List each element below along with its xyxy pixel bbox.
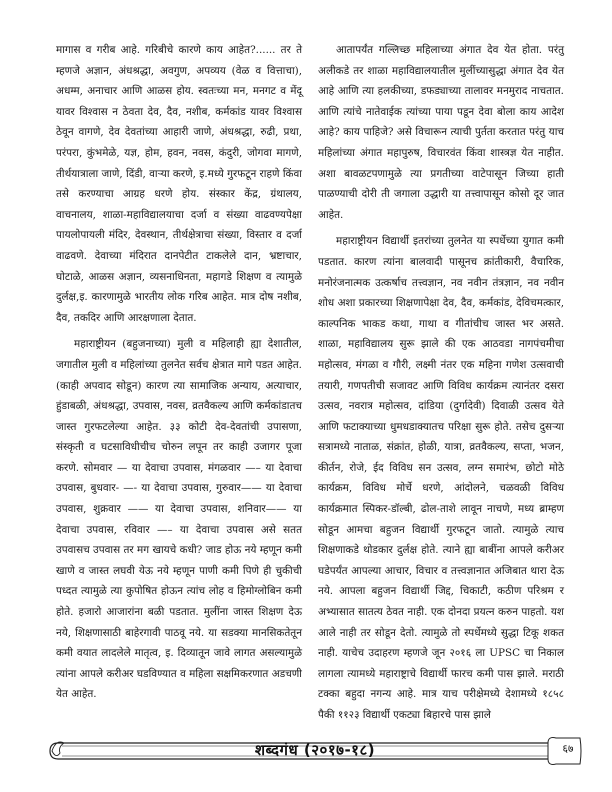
left-column xyxy=(56,40,302,711)
paragraph: मागास व गरीब आहे. गरिबीचे कारणे काय आहेत?...... तर ते म्हणजे अज्ञान, अंधश्रद्धा, अवगुण, अपव्यय (वेळ व वित्ताचा), अधम्म, अनाचार आणि आळस होय. स्वतःच्या मन, मनगट व मेंदू यावर विश्वास न ठेवता देव, दैव, नशीब, कर्मकांड यावर विश्वास ठेवून वागणे, देव देवतांच्या आहारी जाणे, अंधश्रद्धा, रुढी, प्रथा, परंपरा, कुंभमेळे, यज्ञ, होम, हवन, नवस, कंदुरी, जोगवा मागणे, तीर्थयात्राला जाणे, दिंडी, वाऱ्या करणे, इ.मध्ये गुरफटून राहणे किंवा तसे करण्याचा आग्रह धरणे होय. संस्कार केंद्र, ग्रंथालय, वाचनालय, शाळा-महाविद्यालयाचा दर्जा व संख्या वाढवण्यपेक्षा पायलोपायली मंदिर, देवस्थान, तीर्थक्षेत्राचा संख्या, विस्तार व दर्जा वाढवणे. देवाच्या मंदिरात दानपेटीत टाकलेले दान, भ्रष्टाचार, घोटाळे, आळस अज्ञान, व्यसनाधिनता, महागडे शिक्षण व त्यामुळे दुर्लक्ष,इ. कारणामुळे भारतीय लोक गरिब आहेत. मात्र दोष नशीब, दैव, तकदिर आणि आरक्षणाला देतात. xyxy=(56,44,302,324)
footer-banner xyxy=(48,737,582,765)
paragraph: आतापर्यंत गल्लिच्छ महिलाच्या अंगात देव येत होता. परंतु अलीकडे तर शाळा महाविद्यालयातील मुलींच्यासुद्धा अंगात देव येत आहे आणि त्या हलकीच्या, डफड्याच्या तालावर मनमुराद नाचतात. आणि त्यांचे नातेवाईक त्यांच्या पाया पडून देवा बोला काय आदेश आहे? काय पाहिजे? असे विचारून त्याची पुर्तता करतात परंतु याच महिलांच्या अंगात महापुरुष, विचारवंत किंवा शास्त्रज्ञ येत नाहीत. अशा बावळटपणामुळे त्या प्रगतीच्या वाटेपासून जिच्या हाती पाळण्याची दोरी ती जगाला उद्धारी या तत्त्वापासून कोसो दूर जात आहेत. xyxy=(318,44,564,221)
right-column xyxy=(318,40,564,732)
paragraph: महाराष्ट्रीयन (बहुजनाच्या) मुली व महिलाही ह्या देशातील, जगातील मुली व महिलांच्या तुलनेत सर्वच क्षेत्रात मागे पडत आहेत. (काही अपवाद सोडून) कारण त्या सामाजिक अन्याय, अत्याचार, हुंडाबळी, अंधश्रद्धा, उपवास, नवस, व्रतवैकल्य आणि कर्मकांडातच जास्त गुरफटलेल्या आहेत. ३३ कोटी देव-देवतांची उपासणा, संस्कृती व घटसाविधीचीच चोरुन लपून तर काही उजागर पूजा करणे. सोमवार — या देवाचा उपवास, मंगळवार —– या देवाचा उपवास, बुधवार- —- या देवाचा उपवास, गुरुवार—— या देवाचा उपवास, शुक्रवार —— या देवाचा उपवास, शनिवार—— या देवाचा उपवास, रविवार —– या देवाचा उपवास असे सतत उपवासच उपवास तर मग खायचे कधी? जाड होऊ नये म्हणून कमी खाणे व जास्त लघवी येऊ नये म्हणून पाणी कमी पिणे ही चुकीची पध्दत त्यामुळे त्या कुपोषित होऊन त्यांच लोह व हिमोग्लोबिन कमी होते. हजारो आजारांना बळी पडतात. मुलींना जास्त शिक्षण देऊ नये, शिक्षणासाठी बाहेरगावी पाठवू नये. या सडक्या मानसिकतेतून कमी वयात लादलेले मातृत्व, इ. दिव्यातून जावे लागत असल्यामुळे त्यांना आपले करीअर घडविण्यात व महिला सक्षमिकरणात अडचणी येत आहेत. xyxy=(56,338,302,701)
footer-title: शब्दगंध (२०१७-१८) xyxy=(254,741,376,759)
paragraph: महाराष्ट्रीयन विद्यार्थी इतरांच्या तुलनेत या स्पर्धेच्या युगात कमी पडतात. कारण त्यांना बालवादी पासूनच क्रांतीकारी, वैचारिक, मनोरंजनात्मक उत्कर्षाच तत्त्वज्ञान, नव नवीन तंत्रज्ञान, नव नवीन शोध अशा प्रकारच्या शिक्षणापेक्षा देव, दैव, कर्मकांड, देविचमत्कार, काल्पनिक भाकड कथा, गाथा व गीतांचीच जास्त भर असते. शाळा, महाविद्यालय सुरू झाले की एक आठवडा नागपंचमीचा महोत्सव, मंगळा व गौरी, लक्ष्मी नंतर एक महिना गणेश उत्सवाची तयारी, गणपतीची सजावट आणि विविध कार्यक्रम त्यानंतर दसरा उत्सव, नवरात्र महोत्सव, दांडिया (दुर्गादेवी) दिवाळी उत्सव येते आणि फटाक्याच्या धुमधडाक्यातच परिक्षा सुरू होते. तसेच दुसऱ्या सत्रामध्ये नाताळ, संक्रांत, होळी, यात्रा, व्रतवैकल्य, सप्ता, भजन, कीर्तन, रोजे, ईद विविध सन उत्सव, लग्न समारंभ, छोटो मोठे कार्यक्रम, विविध मोर्चे धरणे, आंदोलने, चळवळी विविध कार्यक्रमात स्पिकर-डॉल्बी, ढोल-ताशे लावून नाचणे, मध्य ब्राम्हण सोडून आमचा बहुजन विद्यार्थी गुरफटून जातो. त्यामुळे त्याच शिक्षणाकडे थोडकार दुर्लक्ष होते. त्याने ह्या बाबींना आपले करीअर घडेपर्यंत आपल्या आचार, विचार व तत्त्वज्ञानात अजिबात थारा देऊ नये. आपला बहुजन विद्यार्थी जिद्द, चिकाटी, कठीण परिश्रम र अभ्यासात सातत्य ठेवत नाही. एक दोनदा प्रयत्न करुन पाहतो. यश आले नाही तर सोडून देतो. त्यामुळे तो स्पर्धेमध्ये सुद्धा टिकू शकत नाही. याचेच उदाहरण म्हणजे जून २०१६ ला UPSC चा निकाल लागला त्यामध्ये महाराष्ट्राचे विद्यार्थी फारच कमी पास झाले. मराठी टक्का बहुदा नगन्य आहे. मात्र याच परीक्षेमध्ये देशामध्ये १८५८ पैकी ११२३ विद्यार्थी एकट्या बिहारचे पास झाले xyxy=(318,235,564,721)
page-number: ६७ xyxy=(562,743,574,755)
